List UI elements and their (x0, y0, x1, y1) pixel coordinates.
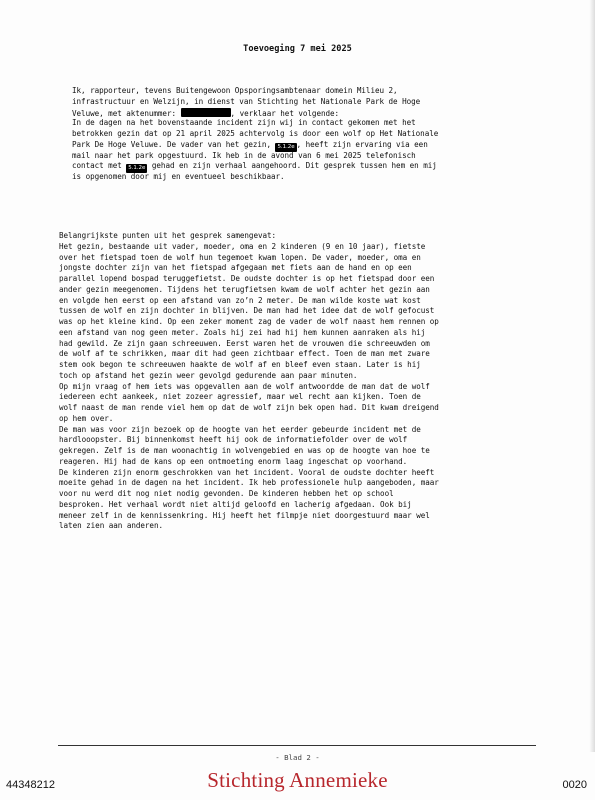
intro-text: , verklaar het volgende: (230, 108, 340, 118)
body-line: De kinderen zijn enorm geschrokken van het incident. Vooral de oudste dochter heeft (59, 467, 435, 477)
body-line: besproken. Het verhaal wordt niet altijd geloofd en lacherig afgedaan. Ook bij (59, 499, 412, 509)
intro-line (72, 108, 438, 119)
intro-line (72, 129, 438, 140)
body-line: wolf naast de man rende viel hem op dat de wolf zijn bek open had. Dit kwam dreigend (59, 403, 439, 412)
body-line: iedereen echt aankeek, niet zozeer agressief, maar wel recht aan kijken. Toen de (59, 392, 421, 402)
page-number: - Blad 2 - (275, 753, 320, 762)
body-line: Het gezin, bestaande uit vader, moeder, oma en 2 kinderen (9 en 10 jaar), fietste (59, 241, 426, 251)
intro-text: is opgenomen door mij en eventueel beschikbaar. (72, 172, 285, 181)
page-sequence-number: 0020 (562, 779, 587, 791)
body-line: moeite gehad in de dagen na het incident. Ik heb professionele hulp aangeboden, maar (59, 478, 439, 488)
intro-line (72, 172, 438, 183)
redaction-box (181, 108, 231, 117)
section-heading: Belangrijkste punten uit het gesprek samengevat: (59, 231, 277, 240)
body-line: over het fietspad toen de wolf hun tegemoet kwam lopen. De vader, moeder, oma en (59, 252, 421, 262)
redaction-box: 5.1.2e (128, 165, 146, 172)
footer-divider (58, 745, 536, 746)
body-line: laten zien aan anderen. (59, 521, 164, 531)
body-line: de wolf af te schrikken, maar dit had geen zichtbaar effect. Toen de man met zware (59, 349, 430, 359)
intro-text: mail naar het park opgestuurd. Ik heb in de avond van 6 mei 2025 telefonisch (72, 150, 416, 160)
intro-paragraph (72, 86, 438, 183)
body-line: reageren. Hij had de kans op een ontmoeting enorm laag ingeschat op voorhand. (59, 456, 408, 466)
document-id-number: 44348212 (6, 779, 55, 791)
intro-text: Ik, rapporteur, tevens Buitengewoon Opsporingsambtenaar domein Milieu 2, (72, 86, 398, 95)
intro-text: infrastructuur en Welzijn, in dienst van Stichting het Nationale Park de Hoge (72, 96, 421, 106)
intro-text: contact met (72, 161, 127, 171)
body-line: De man was voor zijn bezoek op de hoogte van het eerder gebeurde incident met de (59, 424, 421, 434)
brand-watermark: Stichting Annemieke (207, 768, 388, 792)
intro-line (72, 86, 438, 97)
redaction-box: 5.1.2e (277, 143, 295, 150)
body-line: parallel lopend bospad teruggefietst. De oudste dochter is op het fietspad door een (59, 274, 435, 283)
intro-text: betrokken gezin dat op 21 april 2025 achtervolg is door een wolf op Het Nationale (72, 129, 439, 138)
body-line: stem ook begon te schreeuwen haakte de wolf af en bleef even staan. Later is hij (59, 360, 421, 369)
body-line: was op het kleine kind. Op een zeker moment zag de vader de wolf naast hem rennen op (59, 317, 439, 326)
body-line: jongste dochter zijn van het fietspad afgegaan met fiets aan de hand en op een (59, 263, 412, 273)
body-line: gekregen. Zelf is de man woonachtig in wolvengebied en was op de hoogte van hoe te (59, 446, 430, 455)
body-line: een afstand van nog geen meter. Zoals hij zei had hij hem kunnen aanraken als hij (59, 327, 426, 337)
intro-text: , heeft zijn ervaring via een (296, 139, 428, 149)
body-line: toch op afstand het gezin weer gevolgd gedurende aan paar minuten. (59, 370, 358, 380)
intro-text: Park De Hoge Veluwe. De vader van het gezin, (72, 139, 276, 149)
intro-text: Veluwe, met aktenummer: (72, 108, 181, 118)
page-edge-shadow (589, 0, 595, 752)
body-line: op hem over. (59, 413, 114, 423)
intro-text: In de dagen na het bovenstaande incident zijn wij in contact gekomen met het (72, 118, 416, 128)
intro-line (72, 118, 438, 129)
body-line: tussen de wolf en zijn dochter in blijven. De man had het idee dat de wolf gefocust (59, 306, 435, 316)
body-line: en volgde hen eerst op een afstand van zo’n 2 meter. De man wilde koste wat kost (59, 295, 421, 305)
body-line: voor nu werd dit nog niet nodig gevonden. De kinderen hebben het op school (59, 489, 394, 498)
body-line: had gewild. Ze zijn gaan schreeuwen. Eerst waren het de vrouwen die schreeuwden om (59, 338, 430, 348)
body-text (59, 231, 439, 532)
body-line: Op mijn vraag of hem iets was opgevallen aan de wolf antwoordde de man dat de wolf (59, 381, 430, 391)
body-line: hardlooopster. Bij binnenkomst heeft hij ook de informatiefolder over de wolf (59, 435, 408, 445)
intro-line (72, 140, 438, 151)
body-line: meneer zelf in de kennissenkring. Hij heeft het filmpje niet doorgestuurd maar wel (59, 510, 430, 520)
intro-line (72, 151, 438, 162)
intro-line (72, 161, 438, 172)
document-title: Toevoeging 7 mei 2025 (243, 44, 352, 54)
body-line: ander gezin meegenomen. Tijdens het terugfietsen kwam de wolf achter het gezin aan (59, 284, 430, 294)
intro-line (72, 97, 438, 108)
intro-text: gehad en zijn verhaal aangehoord. Dit gesprek tussen hem en mij (147, 161, 437, 171)
